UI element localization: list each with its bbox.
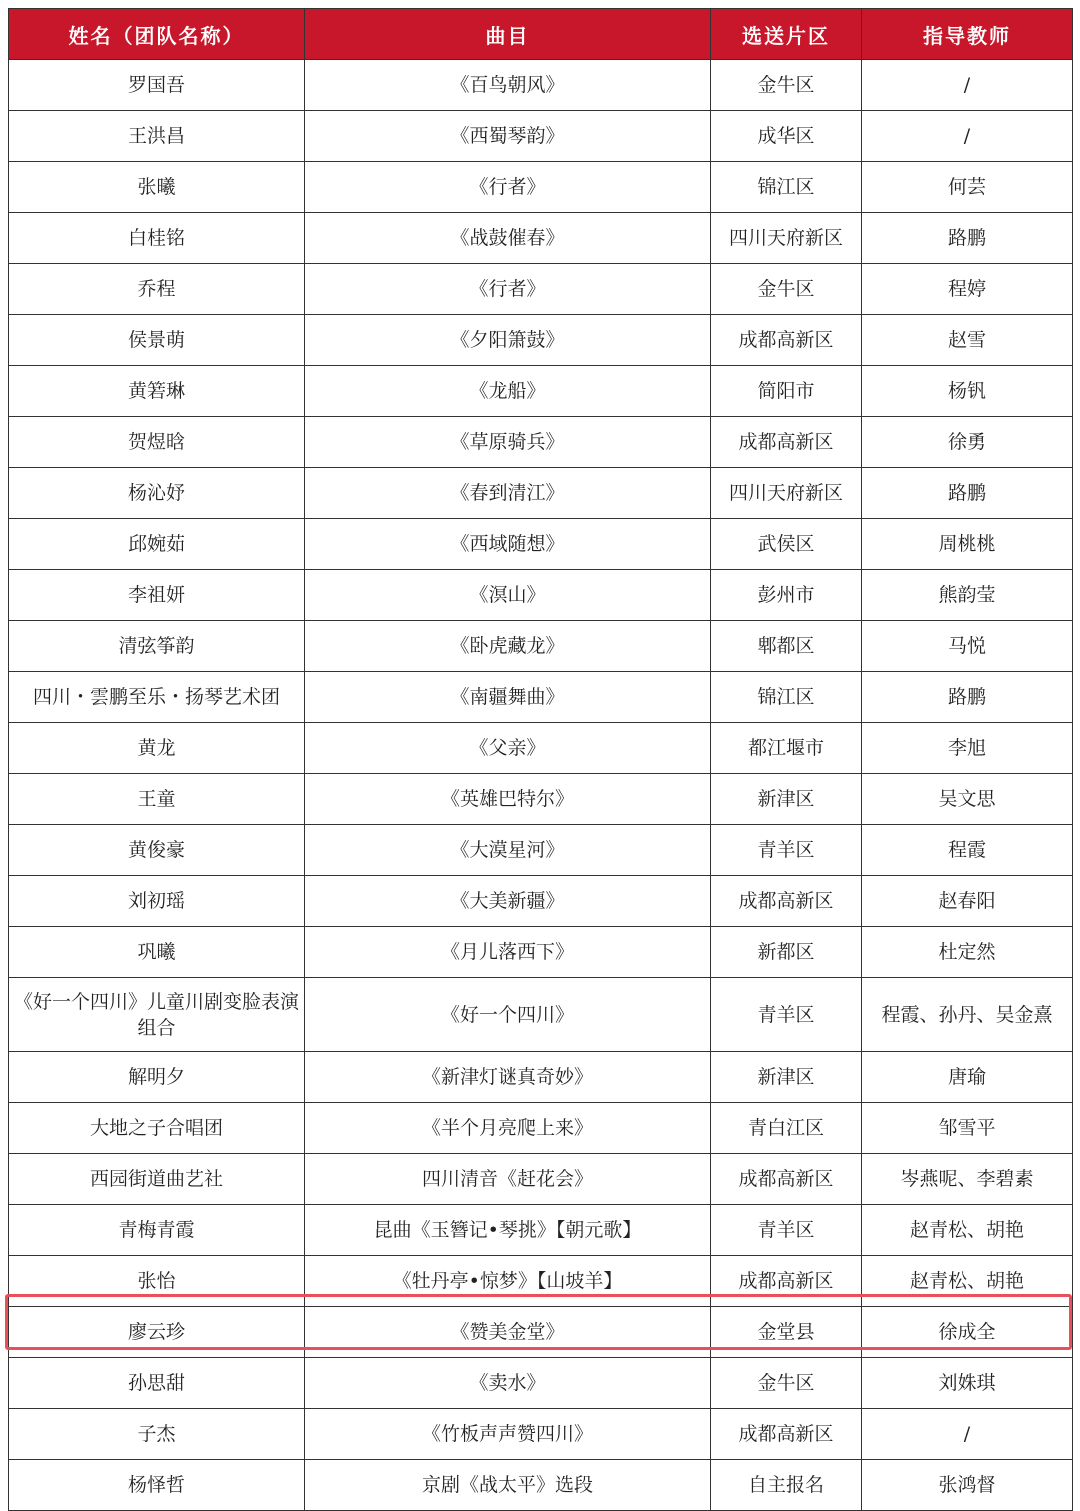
cell-teacher: 吴文思 [862,774,1073,825]
table-row [9,111,1073,162]
cell-district: 青羊区 [711,978,862,1052]
cell-piece: 《行者》 [305,162,711,213]
cell-name: 子杰 [9,1409,305,1460]
table-row [9,1052,1073,1103]
cell-name: 四川・雲鹏至乐・扬琴艺术团 [9,672,305,723]
cell-teacher: 程霞、孙丹、吴金熹 [862,978,1073,1052]
cell-teacher: 赵青松、胡艳 [862,1205,1073,1256]
header-piece: 曲目 [305,9,711,60]
results-table [8,8,1073,1511]
cell-name: 贺煜晗 [9,417,305,468]
cell-piece: 《南疆舞曲》 [305,672,711,723]
cell-piece: 《行者》 [305,264,711,315]
cell-district: 金牛区 [711,1358,862,1409]
cell-piece: 《半个月亮爬上来》 [305,1103,711,1154]
cell-district: 青羊区 [711,825,862,876]
cell-name: 巩曦 [9,927,305,978]
cell-name: 杨怿哲 [9,1460,305,1511]
table-row [9,672,1073,723]
cell-name: 西园街道曲艺社 [9,1154,305,1205]
table-row [9,1409,1073,1460]
cell-name: 乔程 [9,264,305,315]
table-row [9,264,1073,315]
results-table-container [8,8,1072,1511]
table-row [9,876,1073,927]
cell-name: 黄箬琳 [9,366,305,417]
cell-piece: 《龙船》 [305,366,711,417]
cell-name: 王洪昌 [9,111,305,162]
table-row [9,1103,1073,1154]
cell-name: 解明夕 [9,1052,305,1103]
cell-teacher: 赵春阳 [862,876,1073,927]
table-row [9,570,1073,621]
header-teacher: 指导教师 [862,9,1073,60]
cell-district: 成都高新区 [711,1409,862,1460]
cell-teacher: 岑燕呢、李碧素 [862,1154,1073,1205]
cell-name: 邱婉茹 [9,519,305,570]
header-row [9,9,1073,60]
cell-teacher: 路鹏 [862,468,1073,519]
cell-district: 武侯区 [711,519,862,570]
cell-piece: 《好一个四川》 [305,978,711,1052]
cell-name: 青梅青霞 [9,1205,305,1256]
cell-district: 成都高新区 [711,315,862,366]
cell-district: 成华区 [711,111,862,162]
cell-teacher: 杨钒 [862,366,1073,417]
table-row [9,1307,1073,1358]
cell-piece: 京剧《战太平》选段 [305,1460,711,1511]
cell-teacher: / [862,1409,1073,1460]
cell-name: 清弦筝韵 [9,621,305,672]
cell-piece: 《赞美金堂》 [305,1307,711,1358]
cell-name: 大地之子合唱团 [9,1103,305,1154]
cell-teacher: 赵雪 [862,315,1073,366]
header-name: 姓名（团队名称） [9,9,305,60]
table-row [9,1154,1073,1205]
cell-district: 都江堰市 [711,723,862,774]
table-row [9,1205,1073,1256]
table-row [9,366,1073,417]
table-row [9,825,1073,876]
cell-piece: 《夕阳箫鼓》 [305,315,711,366]
cell-district: 青羊区 [711,1205,862,1256]
table-row [9,417,1073,468]
cell-teacher: 邹雪平 [862,1103,1073,1154]
cell-district: 青白江区 [711,1103,862,1154]
cell-name: 张曦 [9,162,305,213]
cell-name: 王童 [9,774,305,825]
cell-teacher: 马悦 [862,621,1073,672]
cell-piece: 《卧虎藏龙》 [305,621,711,672]
cell-piece: 《西蜀琴韵》 [305,111,711,162]
cell-name: 张怡 [9,1256,305,1307]
cell-piece: 《大美新疆》 [305,876,711,927]
table-row [9,621,1073,672]
cell-piece: 《月儿落西下》 [305,927,711,978]
cell-name: 白桂铭 [9,213,305,264]
cell-piece: 《草原骑兵》 [305,417,711,468]
cell-piece: 《大漠星河》 [305,825,711,876]
cell-name: 刘初瑶 [9,876,305,927]
cell-piece: 《百鸟朝风》 [305,60,711,111]
cell-teacher: 徐成全 [862,1307,1073,1358]
cell-name: 黄俊豪 [9,825,305,876]
table-row [9,60,1073,111]
header-district: 选送片区 [711,9,862,60]
cell-name: 杨沁妤 [9,468,305,519]
cell-district: 彭州市 [711,570,862,621]
cell-teacher: 熊韵莹 [862,570,1073,621]
cell-teacher: 何芸 [862,162,1073,213]
cell-district: 成都高新区 [711,417,862,468]
cell-district: 金牛区 [711,264,862,315]
cell-teacher: 杜定然 [862,927,1073,978]
cell-district: 成都高新区 [711,876,862,927]
cell-district: 简阳市 [711,366,862,417]
cell-district: 锦江区 [711,672,862,723]
cell-piece: 《卖水》 [305,1358,711,1409]
cell-piece: 《春到清江》 [305,468,711,519]
cell-district: 自主报名 [711,1460,862,1511]
table-row [9,519,1073,570]
cell-district: 新津区 [711,774,862,825]
cell-name: 廖云珍 [9,1307,305,1358]
cell-teacher: / [862,111,1073,162]
cell-district: 四川天府新区 [711,213,862,264]
cell-district: 锦江区 [711,162,862,213]
table-row [9,162,1073,213]
cell-teacher: 张鸿督 [862,1460,1073,1511]
cell-district: 郫都区 [711,621,862,672]
cell-district: 新都区 [711,927,862,978]
table-body [9,60,1073,1511]
cell-piece: 《牡丹亭•惊梦》【山坡羊】 [305,1256,711,1307]
cell-teacher: 程婷 [862,264,1073,315]
cell-teacher: 周桃桃 [862,519,1073,570]
cell-piece: 《溟山》 [305,570,711,621]
cell-name: 《好一个四川》儿童川剧变脸表演组合 [9,978,305,1052]
cell-teacher: 路鹏 [862,213,1073,264]
table-row [9,1256,1073,1307]
cell-piece: 昆曲《玉簪记•琴挑》【朝元歌】 [305,1205,711,1256]
table-row [9,468,1073,519]
cell-name: 侯景萌 [9,315,305,366]
cell-teacher: 路鹏 [862,672,1073,723]
cell-district: 四川天府新区 [711,468,862,519]
table-row [9,723,1073,774]
cell-piece: 《竹板声声赞四川》 [305,1409,711,1460]
cell-teacher: 刘姝琪 [862,1358,1073,1409]
cell-piece: 四川清音《赶花会》 [305,1154,711,1205]
cell-name: 罗国吾 [9,60,305,111]
table-row [9,978,1073,1052]
cell-teacher: 赵青松、胡艳 [862,1256,1073,1307]
cell-piece: 《父亲》 [305,723,711,774]
cell-teacher: 唐瑜 [862,1052,1073,1103]
cell-district: 成都高新区 [711,1256,862,1307]
cell-name: 李祖妍 [9,570,305,621]
cell-piece: 《新津灯谜真奇妙》 [305,1052,711,1103]
table-row [9,927,1073,978]
cell-name: 孙思甜 [9,1358,305,1409]
cell-district: 成都高新区 [711,1154,862,1205]
cell-district: 金牛区 [711,60,862,111]
cell-district: 新津区 [711,1052,862,1103]
table-row [9,213,1073,264]
table-row [9,774,1073,825]
cell-name: 黄龙 [9,723,305,774]
cell-piece: 《英雄巴特尔》 [305,774,711,825]
table-row [9,1460,1073,1511]
cell-teacher: 李旭 [862,723,1073,774]
cell-teacher: 程霞 [862,825,1073,876]
cell-district: 金堂县 [711,1307,862,1358]
table-row [9,1358,1073,1409]
table-row [9,315,1073,366]
cell-piece: 《西域随想》 [305,519,711,570]
cell-piece: 《战鼓催春》 [305,213,711,264]
cell-teacher: 徐勇 [862,417,1073,468]
cell-teacher: / [862,60,1073,111]
